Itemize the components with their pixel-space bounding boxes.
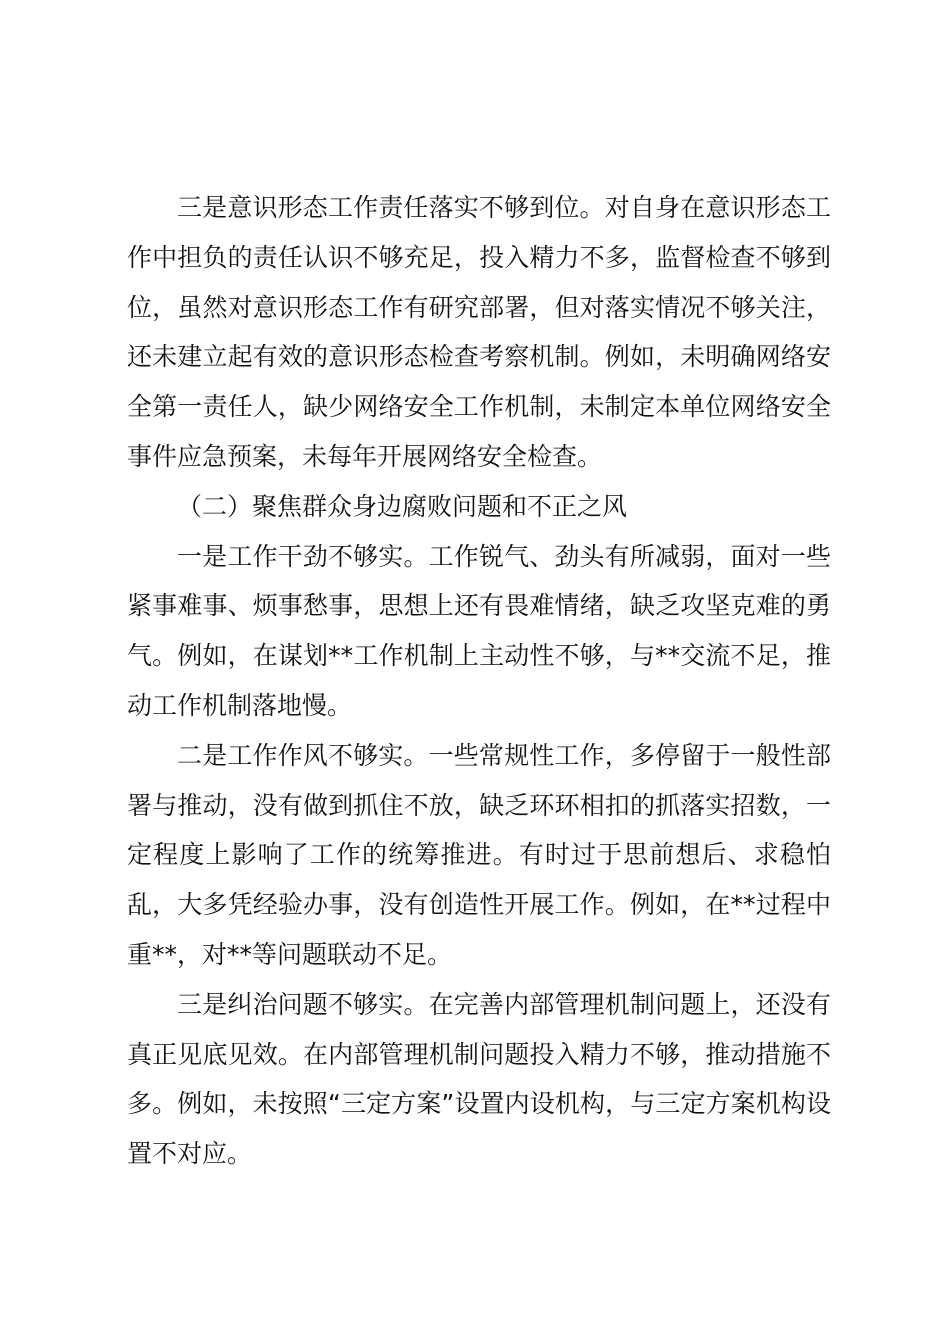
paragraph-work-style: 二是工作作风不够实。一些常规性工作，多停留于一般性部署与推动，没有做到抓住不放，缺乏环环相扣的抓落实招数，一定程度上影响了工作的统筹推进。有时过于思前想后、求稳怕乱，大多凭经验办事，没有创造性开展工作。例如，在**过程中重**，对**等问题联动不足。 xyxy=(127,740,831,969)
paragraph-problem-rectification: 三是纠治问题不够实。在完善内部管理机制问题上，还没有真正见底见效。在内部管理机制问题投入精力不够，推动措施不多。例如，未按照“三定方案”设置内设机构，与三定方案机构设置不对应。 xyxy=(127,989,831,1169)
document-body xyxy=(127,183,831,1179)
section-heading-2: （二）聚焦群众身边腐败问题和不正之风 xyxy=(177,491,628,521)
paragraph-work-drive: 一是工作干劲不够实。工作锐气、劲头有所减弱，面对一些紧事难事、烦事愁事，思想上还有畏难情绪，缺乏攻坚克难的勇气。例如，在谋划**工作机制上主动性不够，与**交流不足，推动工作机制落地慢。 xyxy=(127,541,831,720)
paragraph-ideology-responsibility: 三是意识形态工作责任落实不够到位。对自身在意识形态工作中担负的责任认识不够充足，投入精力不多，监督检查不够到位，虽然对意识形态工作有研究部署，但对落实情况不够关注，还未建立起有效的意识形态检查考察机制。例如，未明确网络安全第一责任人，缺少网络安全工作机制，未制定本单位网络安全事件应急预案，未每年开展网络安全检查。 xyxy=(127,193,831,471)
